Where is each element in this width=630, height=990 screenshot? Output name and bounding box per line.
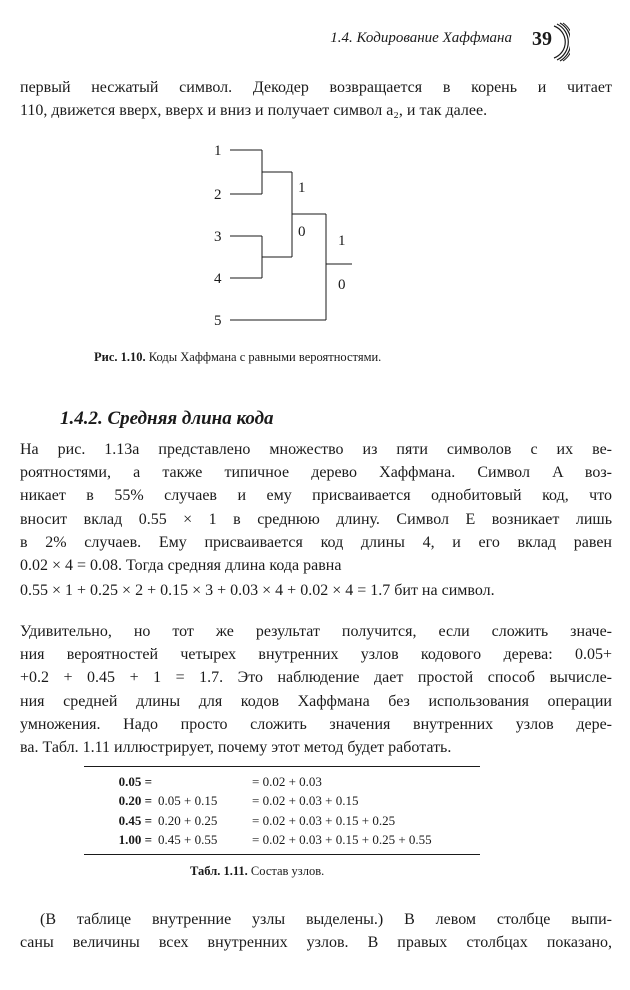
node-value-cell: 0.20 = xyxy=(118,793,152,809)
text-line: Удивительно, но тот же результат получится, если сложить значе- xyxy=(20,623,612,640)
paragraph-internal-nodes xyxy=(20,620,612,759)
text-line: саны величины всех внутренних узлов. В правых столбцах показано, xyxy=(20,934,612,952)
text-line: +0.2 + 0.45 + 1 = 1.7. Это наблюдение дает простой способ вычисле- xyxy=(20,669,612,687)
table-body xyxy=(84,772,472,850)
node-value-cell: 0.45 = xyxy=(118,812,152,828)
text-line: вносит вклад 0.55 × 1 в среднюю длину. Символ E возникает лишь xyxy=(20,510,612,528)
average-length-formula: 0.55 × 1 + 0.25 × 2 + 0.15 × 3 + 0.03 × 4 + 0.02 × 4 = 1.7 бит на символ. xyxy=(20,582,495,599)
leaf-label: 1 xyxy=(214,143,222,159)
table-caption-text: Состав узлов. xyxy=(250,864,325,878)
table-caption xyxy=(190,864,324,879)
leaf-label: 3 xyxy=(214,229,222,245)
node-composition-table xyxy=(84,766,480,855)
expansion-cell: = 0.02 + 0.03 + 0.15 + 0.25 + 0.55 xyxy=(252,832,432,848)
page-number-badge xyxy=(526,22,570,62)
edge-label: 0 xyxy=(338,277,346,293)
text-line: умножения. Надо просто сложить значения внутренних узлов дере- xyxy=(20,715,612,733)
section-heading: 1.4.2. Средняя длина кода xyxy=(60,408,274,429)
table-row xyxy=(84,792,472,812)
table-row xyxy=(84,811,472,831)
text-line: ния вероятностей четырех внутренних узлов кодового дерева: 0.05+ xyxy=(20,646,612,664)
figure-caption-text: Коды Хаффмана с равными вероятностями. xyxy=(148,350,382,364)
table-row xyxy=(84,772,472,792)
text-line: На рис. 1.13а представлено множество из пяти символов с их ве- xyxy=(20,441,612,458)
text-line: роятностями, а также типичное дерево Хаффмана. Символ A воз- xyxy=(20,464,612,482)
page-number: 39 xyxy=(532,28,552,50)
leaf-label: 5 xyxy=(214,313,222,329)
table-top-rule xyxy=(84,766,480,767)
text-line: ния средней длины для кодов Хаффмана без использования операции xyxy=(20,692,612,710)
sum-cell: 0.20 + 0.25 xyxy=(158,812,218,828)
text-line: в 2% случаев. Ему присваивается код длины 4, и его вклад равен xyxy=(20,533,612,551)
edge-label: 1 xyxy=(298,180,306,196)
table-caption-label: Табл. 1.11. xyxy=(190,864,248,878)
leaf-label: 4 xyxy=(214,271,222,287)
table-bottom-rule xyxy=(84,854,480,855)
text-line: первый несжатый символ. Декодер возвращается в корень и читает xyxy=(20,79,612,96)
leaf-label: 2 xyxy=(214,187,222,203)
figure-caption xyxy=(94,350,381,365)
edge-label: 0 xyxy=(298,224,306,240)
text-line: ва. Табл. 1.11 иллюстрирует, почему этот метод будет работать. xyxy=(20,739,452,757)
text-line: (В таблице внутренние узлы выделены.) В левом столбце выпи- xyxy=(40,911,612,928)
text-line: 0.02 × 4 = 0.08. Тогда средняя длина кода равна xyxy=(20,557,342,575)
paragraph-average-length xyxy=(20,438,612,577)
node-value-cell: 1.00 = xyxy=(118,832,152,848)
expansion-cell: = 0.02 + 0.03 xyxy=(252,773,322,789)
figure-caption-label: Рис. 1.10. xyxy=(94,350,146,364)
text-line: 110, движется вверх, вверх и вниз и получает символ a₂, и так далее. xyxy=(20,102,488,120)
huffman-tree-figure xyxy=(200,136,380,336)
sum-cell: 0.45 + 0.55 xyxy=(158,832,218,848)
expansion-cell: = 0.02 + 0.03 + 0.15 xyxy=(252,793,359,809)
intro-paragraph xyxy=(20,76,612,122)
sum-cell: 0.05 + 0.15 xyxy=(158,793,218,809)
node-value-cell: 0.05 = xyxy=(118,773,152,789)
sum-cell xyxy=(152,772,242,792)
edge-label: 1 xyxy=(338,233,346,249)
table-row xyxy=(84,831,472,851)
running-header: 1.4. Кодирование Хаффмана xyxy=(330,30,512,46)
text-line: никает в 55% случаев и ему присваивается однобитовый код, что xyxy=(20,487,612,505)
paragraph-table-explanation xyxy=(20,908,612,954)
expansion-cell: = 0.02 + 0.03 + 0.15 + 0.25 xyxy=(252,812,396,828)
